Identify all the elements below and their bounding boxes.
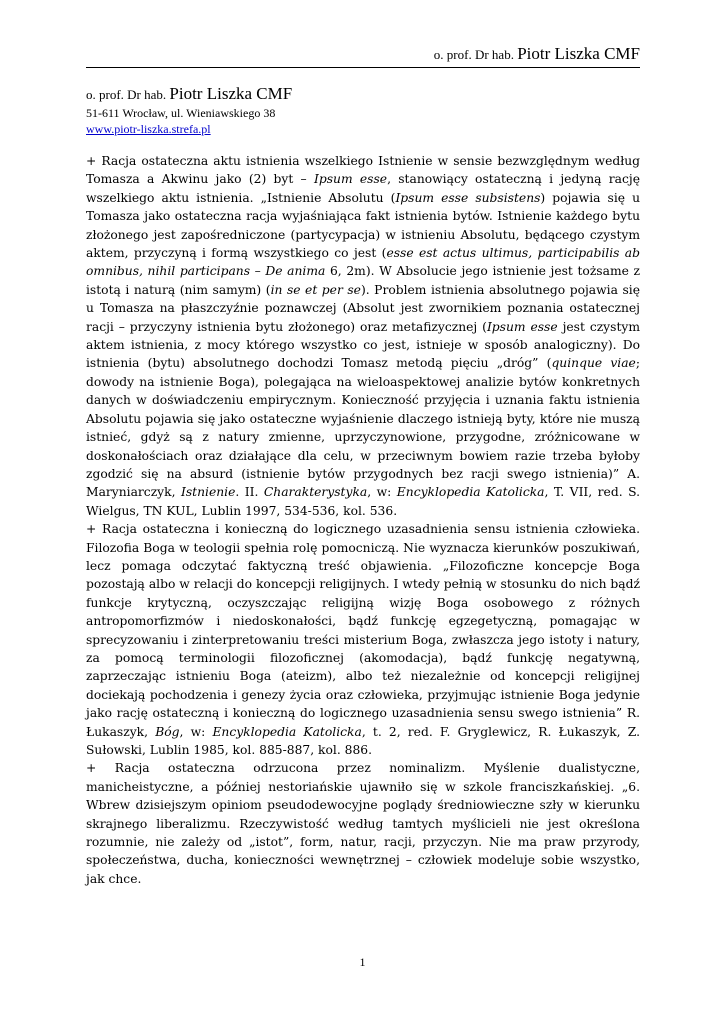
running-header-author: Piotr Liszka CMF bbox=[517, 44, 640, 63]
paragraph: + Racja ostateczna aktu istnienia wszelkiego Istnienie w sensie bezwzględnym według Tomasza a Akwinu jako (2) byt – Ipsum esse, stanowiący ostateczną i jedyną rację wszelkiego aktu istnienia. „Istnienie Absolutu (Ipsum esse subsistens) pojawia się u Tomasza jako ostateczna racja wyjaśniająca fakt istnienia bytów. Istnienie każdego bytu złożonego jest zapośredniczone (partycypacja) w istnieniu Absolutu, będącego czystym aktem, przyczyną i formą wszystkiego co jest (esse est actus ultimus, participabilis ab omnibus, nihil participans – De anima 6, 2m). W Absolucie jego istnienie jest tożsame z istotą i naturą (nim samym) (in se et per se). Problem istnienia absolutnego pojawia się u Tomasza na płaszczyźnie poznawczej (Absolut jest zwornikiem poznania ostatecznej racji – przyczyny istnienia bytu złożonego) oraz metafizycznej (Ipsum esse jest czystym aktem istnienia, z mocy którego wszystko co jest, istnieje w sposób analogiczny). Do istnienia (bytu) absolutnego dochodzi Tomasz metodą pięciu „dróg” (quinque viae; dowody na istnienie Boga), polegająca na wieloaspektowej analizie bytów konkretnych danych w doświadczeniu empirycznym. Konieczność przyjęcia i uznania faktu istnienia Absolutu pojawia się jako ostateczne wyjaśnienie dlaczego istnieją byty, które nie muszą istnieć, gdyż są z natury zmienne, uprzyczynowione, przygodne, zróżnicowane w doskonałościach oraz działające dla celu, w przeciwnym bowiem razie trzeba byłoby zgodzić się na absurd (istnienie bytów przygodnych bez racji swego istnienia)” A. Maryniarczyk, Istnienie. II. Charakterystyka, w: Encyklopedia Katolicka, T. VII, red. S. Wielgus, TN KUL, Lublin 1997, 534-536, kol. 536. bbox=[86, 154, 640, 518]
page-number: 1 bbox=[359, 955, 366, 969]
author-name-line bbox=[86, 86, 292, 103]
author-name: Piotr Liszka CMF bbox=[169, 84, 293, 103]
author-website-link[interactable]: www.piotr-liszka.strefa.pl bbox=[86, 122, 211, 136]
author-block bbox=[86, 86, 292, 137]
paragraph: + Racja ostateczna odrzucona przez nominalizm. Myślenie dualistyczne, manicheistyczne, a później nestoriańskie ujawniło się w szkole franciszkańskiej. „6. Wbrew dzisiejszym opiniom pseudodewocyjne poglądy średniowieczne szły w kierunku skrajnego liberalizmu. Rzeczywistość według tamtych myślicieli nie jest określona rozumnie, nie zależy od „istot”, form, natur, racji, przyczyn. Nie ma praw przyrody, społeczeństwa, ducha, konieczności wewnętrznej – człowiek modeluje sobie wszystko, jak chce. bbox=[86, 761, 640, 886]
running-header-prefix: o. prof. Dr hab. bbox=[433, 47, 518, 62]
author-address: 51-611 Wrocław, ul. Wieniawskiego 38 bbox=[86, 106, 276, 120]
running-header bbox=[434, 44, 640, 64]
body-text bbox=[86, 152, 640, 888]
paragraph: + Racja ostateczna i konieczną do logicznego uzasadnienia sensu istnienia człowieka. Filozofia Boga w teologii spełnia rolę pomocniczą. Nie wyznacza kierunków poszukiwań, lecz pomaga odczytać faktyczną treść objawienia. „Filozoficzne koncepcje Boga pozostają albo w relacji do koncepcji religijnych. I wtedy pełnią w stosunku do nich bądź funkcje krytyczną, oczyszczając religijną wizję Boga osobowego z różnych antropomorfizmów i niedoskonałości, bądź funkcję egzegetyczną, pomagając w sprecyzowaniu i zinterpretowaniu treści misterium Boga, zwłaszcza jego istoty i natury, za pomocą terminologii filozoficznej (akomodacja), bądź funkcję negatywną, zaprzeczając istnieniu Boga (ateizm), albo też niezależnie od koncepcji religijnej dociekają pochodzenia i genezy życia oraz człowieka, przyjmując istnienie Boga jedynie jako rację ostateczną i konieczną do logicznego uzasadnienia sensu swego istnienia” R. Łukaszyk, Bóg, w: Encyklopedia Katolicka, t. 2, red. F. Gryglewicz, R. Łukaszyk, Z. Sułowski, Lublin 1985, kol. 885-887, kol. 886. bbox=[86, 522, 640, 757]
header-divider bbox=[86, 67, 640, 68]
author-title: o. prof. Dr hab. bbox=[86, 87, 170, 102]
